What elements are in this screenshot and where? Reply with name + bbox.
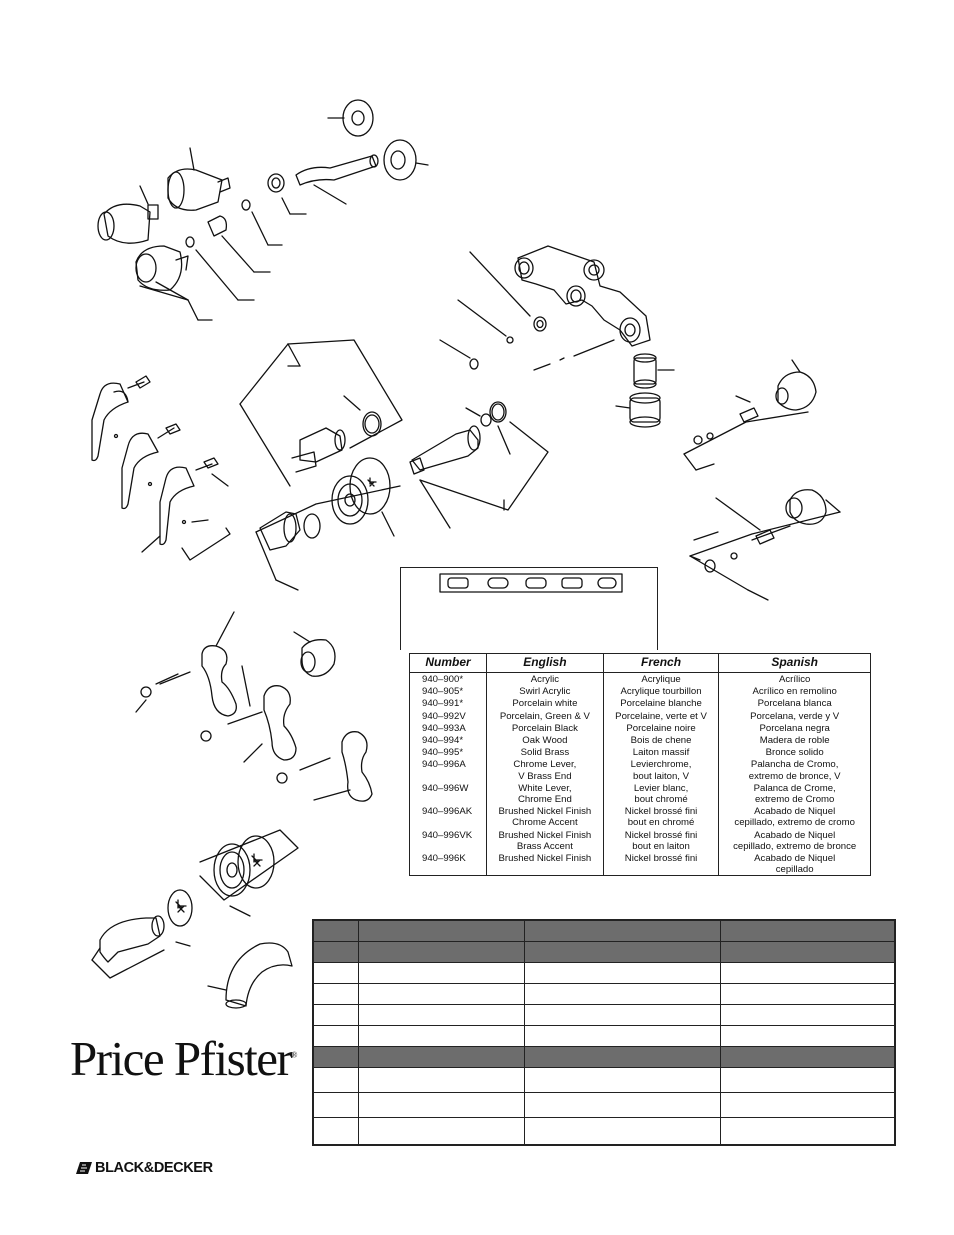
table-header-row bbox=[313, 942, 895, 963]
col-header-french: French bbox=[603, 654, 719, 673]
table-row bbox=[313, 984, 895, 1005]
cell-spanish: Acrílico en remolino bbox=[719, 685, 871, 697]
cell-english: Porcelain Black bbox=[487, 722, 604, 734]
cell-french: Levier blanc, bout chromé bbox=[603, 782, 719, 805]
table-header-row bbox=[313, 1047, 895, 1068]
cell-english: Brushed Nickel Finish Chrome Accent bbox=[487, 805, 604, 828]
cell-number: 940–996AK bbox=[422, 806, 473, 818]
cell-english: White Lever, Chrome End bbox=[487, 782, 604, 805]
table-row bbox=[313, 1026, 895, 1047]
cell-english: Chrome Lever, V Brass End bbox=[487, 758, 604, 781]
cell-english: Oak Wood bbox=[487, 734, 604, 746]
table-row bbox=[410, 852, 871, 876]
table-row bbox=[410, 782, 871, 805]
cell-number: 940–992V bbox=[422, 710, 466, 722]
parts-list-table bbox=[312, 919, 896, 1146]
cell-english: Acrylic bbox=[487, 673, 604, 686]
table-row bbox=[410, 746, 871, 758]
table-row bbox=[410, 697, 871, 709]
cell-spanish: Porcelana, verde y V bbox=[719, 710, 871, 722]
cell-english: Brushed Nickel Finish bbox=[487, 852, 604, 876]
black-decker-logo: BLACK&DECKER bbox=[76, 1160, 213, 1176]
table-row bbox=[410, 673, 871, 686]
cell-number: 940–996VK bbox=[422, 829, 473, 841]
col-header-spanish: Spanish bbox=[719, 654, 871, 673]
cell-english: Solid Brass bbox=[487, 746, 604, 758]
cell-french: Nickel brossé fini bout en laiton bbox=[603, 829, 719, 852]
finish-table bbox=[409, 653, 871, 876]
cell-french: Levierchrome, bout laiton, V bbox=[603, 758, 719, 781]
valve-body-icon bbox=[440, 246, 674, 427]
cell-number: 940–900* bbox=[422, 674, 464, 685]
cell-spanish: Acrílico bbox=[719, 673, 871, 686]
cell-english: Brushed Nickel Finish Brass Accent bbox=[487, 829, 604, 852]
table-row bbox=[410, 829, 871, 852]
cell-number: 940–995* bbox=[422, 747, 464, 759]
cell-number: 940–905* bbox=[422, 686, 464, 698]
lever-handle-icon bbox=[136, 612, 372, 801]
cell-spanish: Acabado de Niquel cepillado bbox=[719, 852, 871, 876]
cell-french: Porcelaine blanche bbox=[603, 697, 719, 709]
cell-number: 940–994* bbox=[422, 735, 464, 747]
table-row bbox=[313, 963, 895, 984]
cell-spanish: Acabado de Niquel cepillado, extremo de bronce bbox=[719, 829, 871, 852]
escutcheon-icon bbox=[256, 458, 400, 590]
cell-spanish: Palancha de Cromo, extremo de bronce, V bbox=[719, 758, 871, 781]
table-row bbox=[410, 805, 871, 828]
table-header-row bbox=[313, 920, 895, 942]
cell-number: 940–991* bbox=[422, 698, 464, 710]
knob-handle-icon bbox=[684, 360, 840, 600]
cell-spanish: Madera de roble bbox=[719, 734, 871, 746]
flange-icon bbox=[328, 100, 373, 136]
cell-english: Swirl Acrylic bbox=[487, 685, 604, 697]
cell-french: Porcelaine noire bbox=[603, 722, 719, 734]
table-row bbox=[410, 758, 871, 781]
cell-number: 940–993A bbox=[422, 722, 466, 734]
cell-spanish: Palanca de Crome, extremo de Cromo bbox=[719, 782, 871, 805]
cell-french: Porcelaine, verte et V bbox=[603, 710, 719, 722]
table-row bbox=[313, 1118, 895, 1146]
table-row bbox=[410, 722, 871, 734]
table-row bbox=[410, 734, 871, 746]
allen-wrench-icon bbox=[182, 528, 230, 560]
cell-french: Nickel brossé fini bout en chromé bbox=[603, 805, 719, 828]
shower-arm-icon bbox=[186, 140, 428, 300]
cell-french: Bois de chene bbox=[603, 734, 719, 746]
cell-french: Nickel brossé fini bbox=[603, 852, 719, 876]
tub-spout-icon bbox=[92, 830, 298, 1008]
cartridge-icon bbox=[240, 340, 548, 528]
cell-english: Porcelain, Green & V bbox=[487, 710, 604, 722]
table-row bbox=[313, 1005, 895, 1026]
col-header-english: English bbox=[487, 654, 604, 673]
cell-number: 940–996A bbox=[422, 759, 466, 771]
cell-french: Laiton massif bbox=[603, 746, 719, 758]
col-header-number: Number bbox=[410, 654, 487, 673]
cell-spanish: Porcelana negra bbox=[719, 722, 871, 734]
showerhead-icon bbox=[98, 148, 230, 320]
table-row bbox=[313, 1093, 895, 1118]
cell-spanish: Acabado de Niquel cepillado, extremo de cromo bbox=[719, 805, 871, 828]
cell-french: Acrylique bbox=[603, 673, 719, 686]
handle-reference-box bbox=[400, 567, 658, 650]
cell-english: Porcelain white bbox=[487, 697, 604, 709]
cell-french: Acrylique tourbillon bbox=[603, 685, 719, 697]
lever-handle-icon bbox=[92, 376, 228, 552]
table-row bbox=[313, 1068, 895, 1093]
cell-number: 940–996W bbox=[422, 782, 469, 794]
cell-spanish: Bronce solido bbox=[719, 746, 871, 758]
cell-spanish: Porcelana blanca bbox=[719, 697, 871, 709]
price-pfister-logo: Price Pfister® bbox=[70, 1031, 298, 1086]
table-row bbox=[410, 710, 871, 722]
table-row bbox=[410, 685, 871, 697]
hexagon-mark-icon bbox=[76, 1162, 92, 1174]
cell-number: 940–996K bbox=[422, 853, 466, 865]
